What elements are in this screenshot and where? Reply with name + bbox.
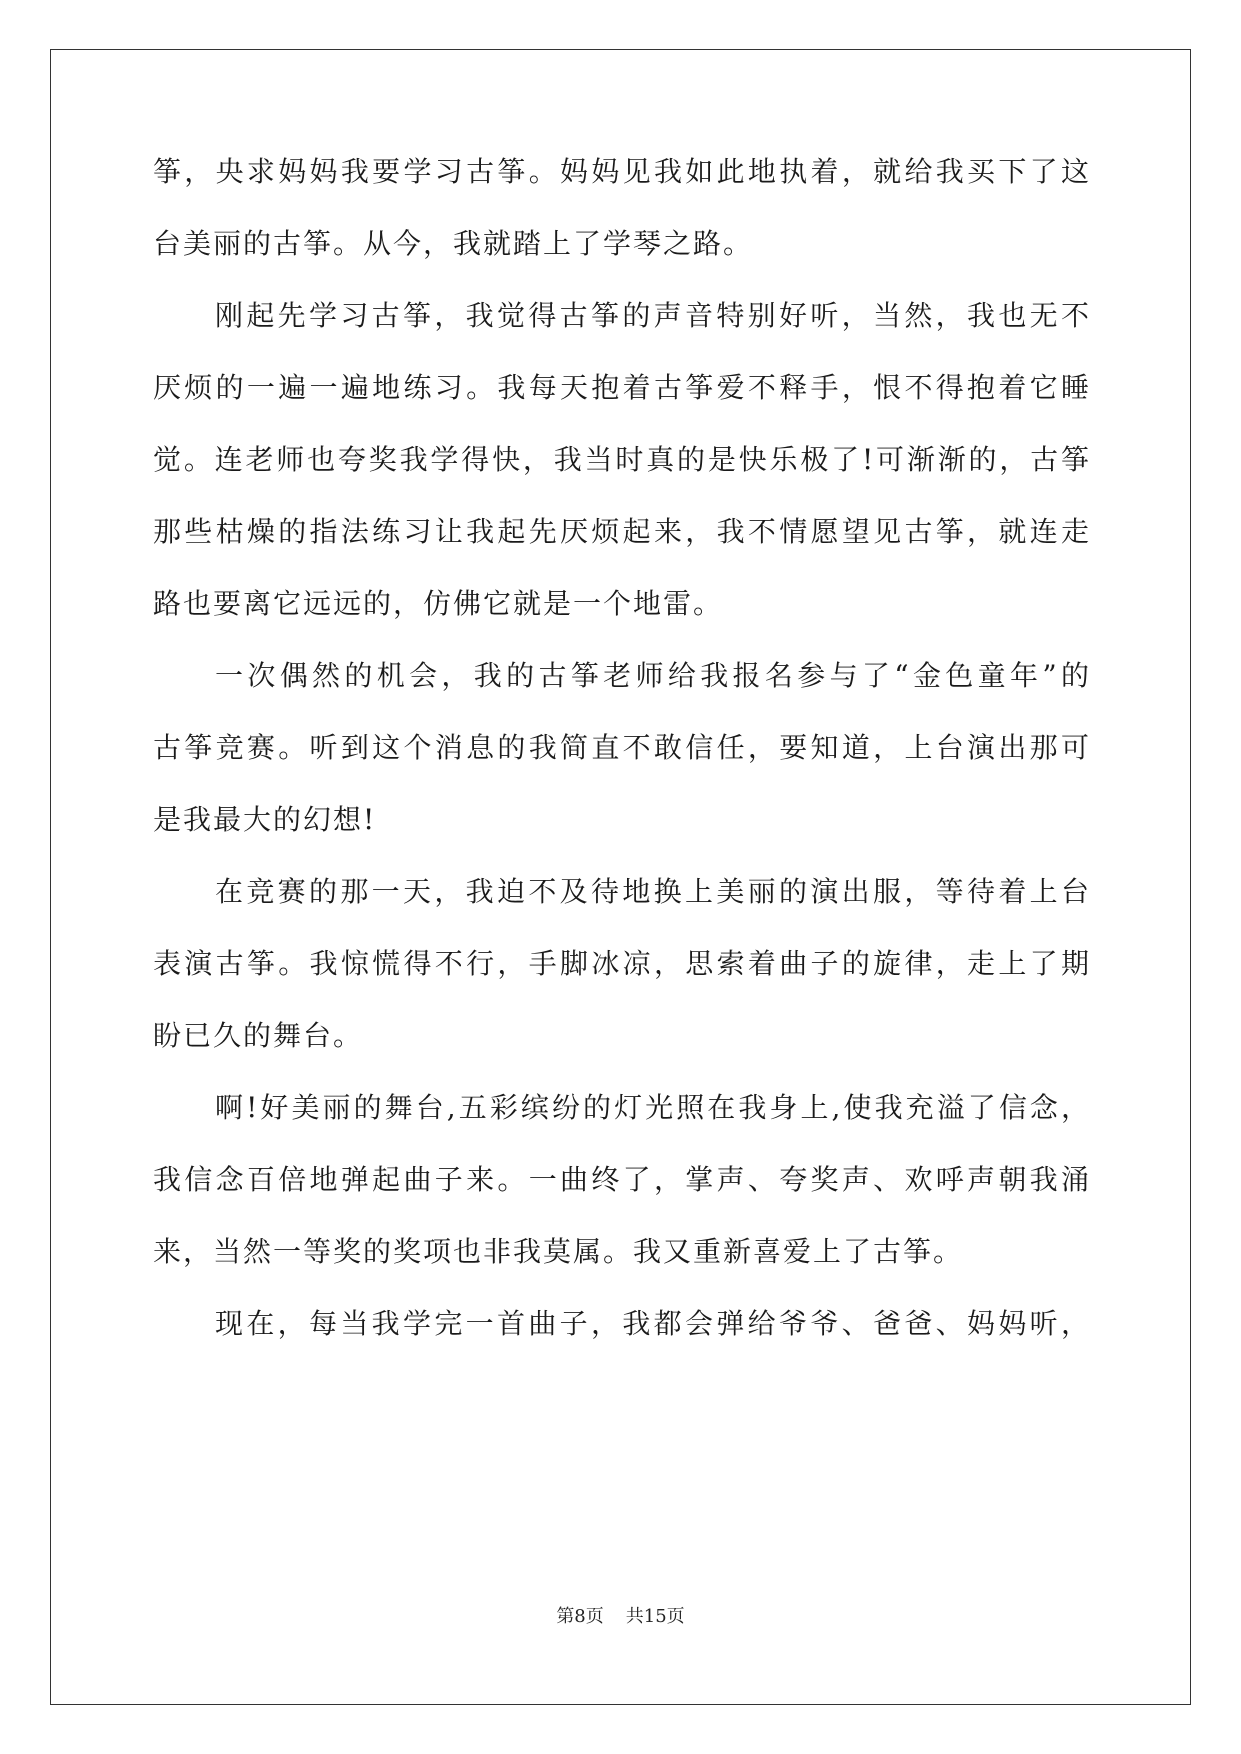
text-line: 一次偶然的机会，我的古筝老师给我报名参与了“金色童年”的	[215, 659, 1089, 692]
text-line: 盼已久的舞台。	[153, 1019, 364, 1052]
text-line: 厌烦的一遍一遍地练习。我每天抱着古筝爱不释手，恨不得抱着它睡	[153, 371, 1089, 404]
text-line: 觉。连老师也夸奖我学得快，我当时真的是快乐极了!可渐渐的，古筝	[153, 443, 1089, 476]
text-line: 啊!好美丽的舞台,五彩缤纷的灯光照在我身上,使我充溢了信念，	[215, 1091, 1089, 1124]
text-line: 来，当然一等奖的奖项也非我莫属。我又重新喜爱上了古筝。	[153, 1235, 964, 1268]
text-line: 刚起先学习古筝，我觉得古筝的声音特别好听，当然，我也无不	[215, 299, 1089, 332]
text-line: 我信念百倍地弹起曲子来。一曲终了，掌声、夸奖声、欢呼声朝我涌	[153, 1163, 1089, 1196]
page-footer	[0, 1605, 1241, 1629]
text-line: 是我最大的幻想!	[153, 803, 377, 836]
text-line: 筝，央求妈妈我要学习古筝。妈妈见我如此地执着，就给我买下了这	[153, 155, 1089, 188]
text-line: 古筝竞赛。听到这个消息的我简直不敢信任，要知道，上台演出那可	[153, 731, 1089, 764]
text-line: 那些枯燥的指法练习让我起先厌烦起来，我不情愿望见古筝，就连走	[153, 515, 1089, 548]
page-total: 共15页	[625, 1606, 685, 1627]
text-line: 路也要离它远远的，仿佛它就是一个地雷。	[153, 587, 724, 620]
text-line: 台美丽的古筝。从今，我就踏上了学琴之路。	[153, 227, 754, 260]
page-number: 第8页	[556, 1606, 604, 1627]
text-line: 现在，每当我学完一首曲子，我都会弹给爷爷、爸爸、妈妈听，	[215, 1307, 1089, 1340]
text-line: 在竞赛的那一天，我迫不及待地换上美丽的演出服，等待着上台	[215, 875, 1089, 908]
text-line: 表演古筝。我惊慌得不行，手脚冰凉，思索着曲子的旋律，走上了期	[153, 947, 1089, 980]
